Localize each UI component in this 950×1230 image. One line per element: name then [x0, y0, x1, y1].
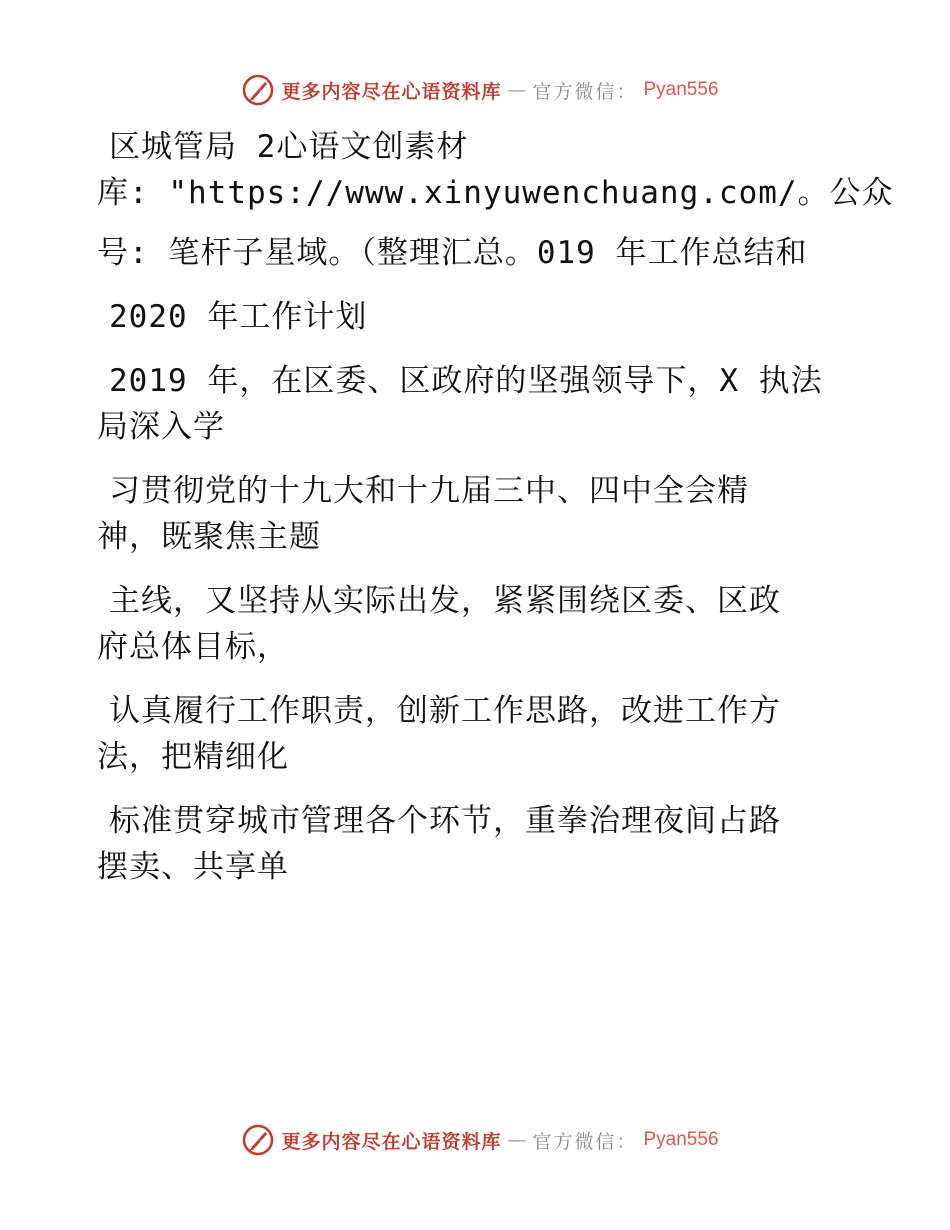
banner-separator: — — [507, 1129, 527, 1151]
text-line: 区城管局 2心语文创素材 — [109, 129, 469, 165]
wechat-label: 官方微信： — [532, 80, 638, 103]
text-line: 府总体目标， — [97, 629, 289, 665]
quill-pen-logo-icon — [241, 73, 275, 107]
wechat-label: 官方微信： — [532, 1130, 638, 1153]
text-line: 2019 年，在区委、区政府的坚强领导下，X 执法 — [109, 363, 823, 399]
banner-separator: — — [507, 79, 527, 101]
footer-banner — [0, 1120, 950, 1160]
header-banner — [0, 70, 950, 110]
text-line: 号: 笔杆子星域。（整理汇总。019 年工作总结和 — [97, 235, 808, 271]
text-line: 认真履行工作职责，创新工作思路，改进工作方 — [109, 693, 781, 729]
brand-text: 更多内容尽在心语资料库 — [281, 80, 502, 103]
text-line: 库: "https://www.xinyuwenchuang.com/。公众 — [97, 175, 894, 211]
text-line: 主线，又坚持从实际出发，紧紧围绕区委、区政 — [109, 583, 781, 619]
quill-pen-logo-icon — [241, 1123, 275, 1157]
text-line: 2020 年工作计划 — [109, 299, 368, 335]
text-line: 摆卖、共享单 — [97, 849, 289, 885]
wechat-id: Pyan556 — [643, 79, 719, 100]
footer-banner-content — [241, 1123, 718, 1157]
document-body — [97, 124, 894, 890]
wechat-id: Pyan556 — [643, 1129, 719, 1150]
text-line: 标准贯穿城市管理各个环节，重拳治理夜间占路 — [109, 803, 781, 839]
text-line: 神，既聚焦主题 — [97, 519, 321, 555]
text-line: 局深入学 — [97, 409, 225, 445]
brand-text: 更多内容尽在心语资料库 — [281, 1130, 502, 1153]
text-line: 习贯彻党的十九大和十九届三中、四中全会精 — [109, 473, 749, 509]
text-line: 法，把精细化 — [97, 739, 289, 775]
header-banner-content — [241, 73, 718, 107]
